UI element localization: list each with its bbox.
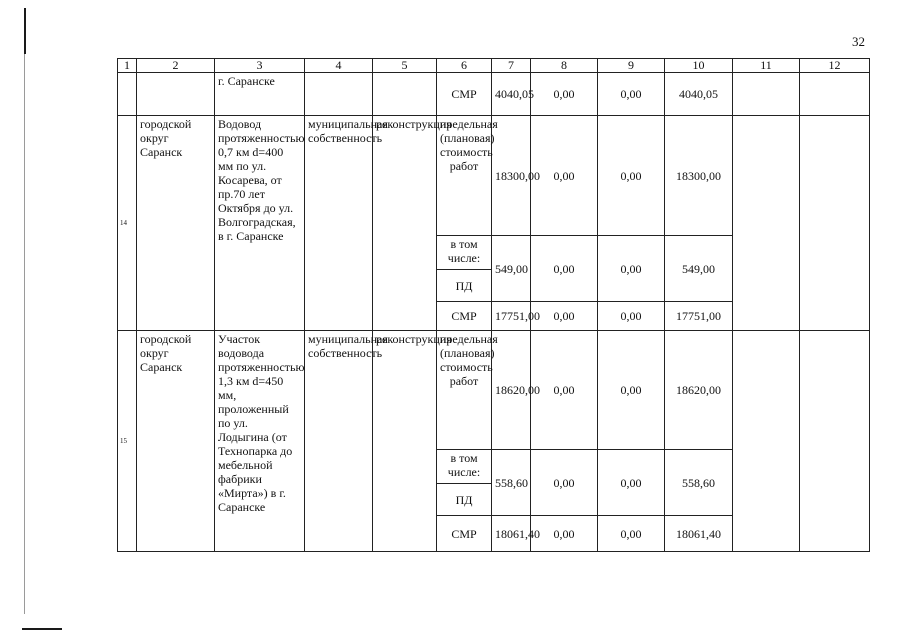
scan-edge-mark-bottom — [22, 628, 62, 630]
value-col8: 0,00 — [531, 236, 598, 302]
value-col7: 4040,05 — [492, 73, 531, 116]
header-cell: 5 — [373, 59, 437, 73]
header-cell: 1 — [118, 59, 137, 73]
header-cell: 2 — [137, 59, 215, 73]
value-col10: 17751,00 — [665, 302, 733, 331]
header-cell: 4 — [305, 59, 373, 73]
ownership: муниципальная собственность — [305, 116, 373, 331]
cost-type: СМР — [437, 302, 492, 331]
value-col10: 18061,40 — [665, 516, 733, 552]
value-col7: 17751,00 — [492, 302, 531, 331]
value-col9: 0,00 — [598, 73, 665, 116]
header-cell: 6 — [437, 59, 492, 73]
work-type: реконструкция — [373, 116, 437, 331]
value-col8: 0,00 — [531, 116, 598, 236]
cost-type: предельная (плановая) стоимость работ — [437, 331, 492, 450]
value-col8: 0,00 — [531, 331, 598, 450]
value-col9: 0,00 — [598, 450, 665, 516]
value-col9: 0,00 — [598, 302, 665, 331]
investment-table — [117, 58, 870, 552]
header-cell: 8 — [531, 59, 598, 73]
scan-edge-mark — [24, 8, 26, 54]
value-col8: 0,00 — [531, 516, 598, 552]
value-col10: 549,00 — [665, 236, 733, 302]
page-number: 32 — [852, 34, 865, 49]
row-number: 15 — [118, 331, 137, 552]
header-cell: 10 — [665, 59, 733, 73]
header-cell: 7 — [492, 59, 531, 73]
header-cell: 11 — [733, 59, 800, 73]
cost-type: предельная (плановая) стоимость работ — [437, 116, 492, 236]
value-col9: 0,00 — [598, 331, 665, 450]
object-name: Участок водовода протяженностью 1,3 км d=450 мм, проложенный по ул. Лодыгина (от Технопарка до мебельной фабрики «Мирта») в г. Саранске — [215, 331, 305, 552]
value-col8: 0,00 — [531, 302, 598, 331]
district: городской округ Саранск — [137, 331, 215, 552]
value-col9: 0,00 — [598, 236, 665, 302]
cost-type: ПД — [437, 484, 492, 516]
value-col10: 18300,00 — [665, 116, 733, 236]
value-col9: 0,00 — [598, 116, 665, 236]
object-name: Водовод протяженностью 0,7 км d=400 мм по ул. Косарева, от пр.70 лет Октября до ул. Волгоградская, в г. Саранске — [215, 116, 305, 331]
cost-type: в том числе: — [437, 450, 492, 484]
value-col9: 0,00 — [598, 516, 665, 552]
district: городской округ Саранск — [137, 116, 215, 331]
value-col7: 18061,40 — [492, 516, 531, 552]
value-col10: 558,60 — [665, 450, 733, 516]
cost-type: ПД — [437, 270, 492, 302]
cost-type: СМР — [437, 73, 492, 116]
value-col8: 0,00 — [531, 450, 598, 516]
value-col10: 18620,00 — [665, 331, 733, 450]
value-col7: 558,60 — [492, 450, 531, 516]
header-cell: 9 — [598, 59, 665, 73]
table-row — [118, 73, 870, 116]
row-number: 14 — [118, 116, 137, 331]
object-name: г. Саранске — [215, 73, 305, 116]
value-col7: 549,00 — [492, 236, 531, 302]
scan-edge-line — [24, 54, 25, 614]
cost-type: в том числе: — [437, 236, 492, 270]
header-row — [118, 59, 870, 73]
value-col8: 0,00 — [531, 73, 598, 116]
value-col10: 4040,05 — [665, 73, 733, 116]
table-row — [118, 331, 870, 450]
table-row — [118, 116, 870, 236]
header-cell: 12 — [800, 59, 870, 73]
ownership: муниципальная собственность — [305, 331, 373, 552]
work-type: реконструкция — [373, 331, 437, 552]
cost-type: СМР — [437, 516, 492, 552]
header-cell: 3 — [215, 59, 305, 73]
value-col7: 18300,00 — [492, 116, 531, 236]
value-col7: 18620,00 — [492, 331, 531, 450]
